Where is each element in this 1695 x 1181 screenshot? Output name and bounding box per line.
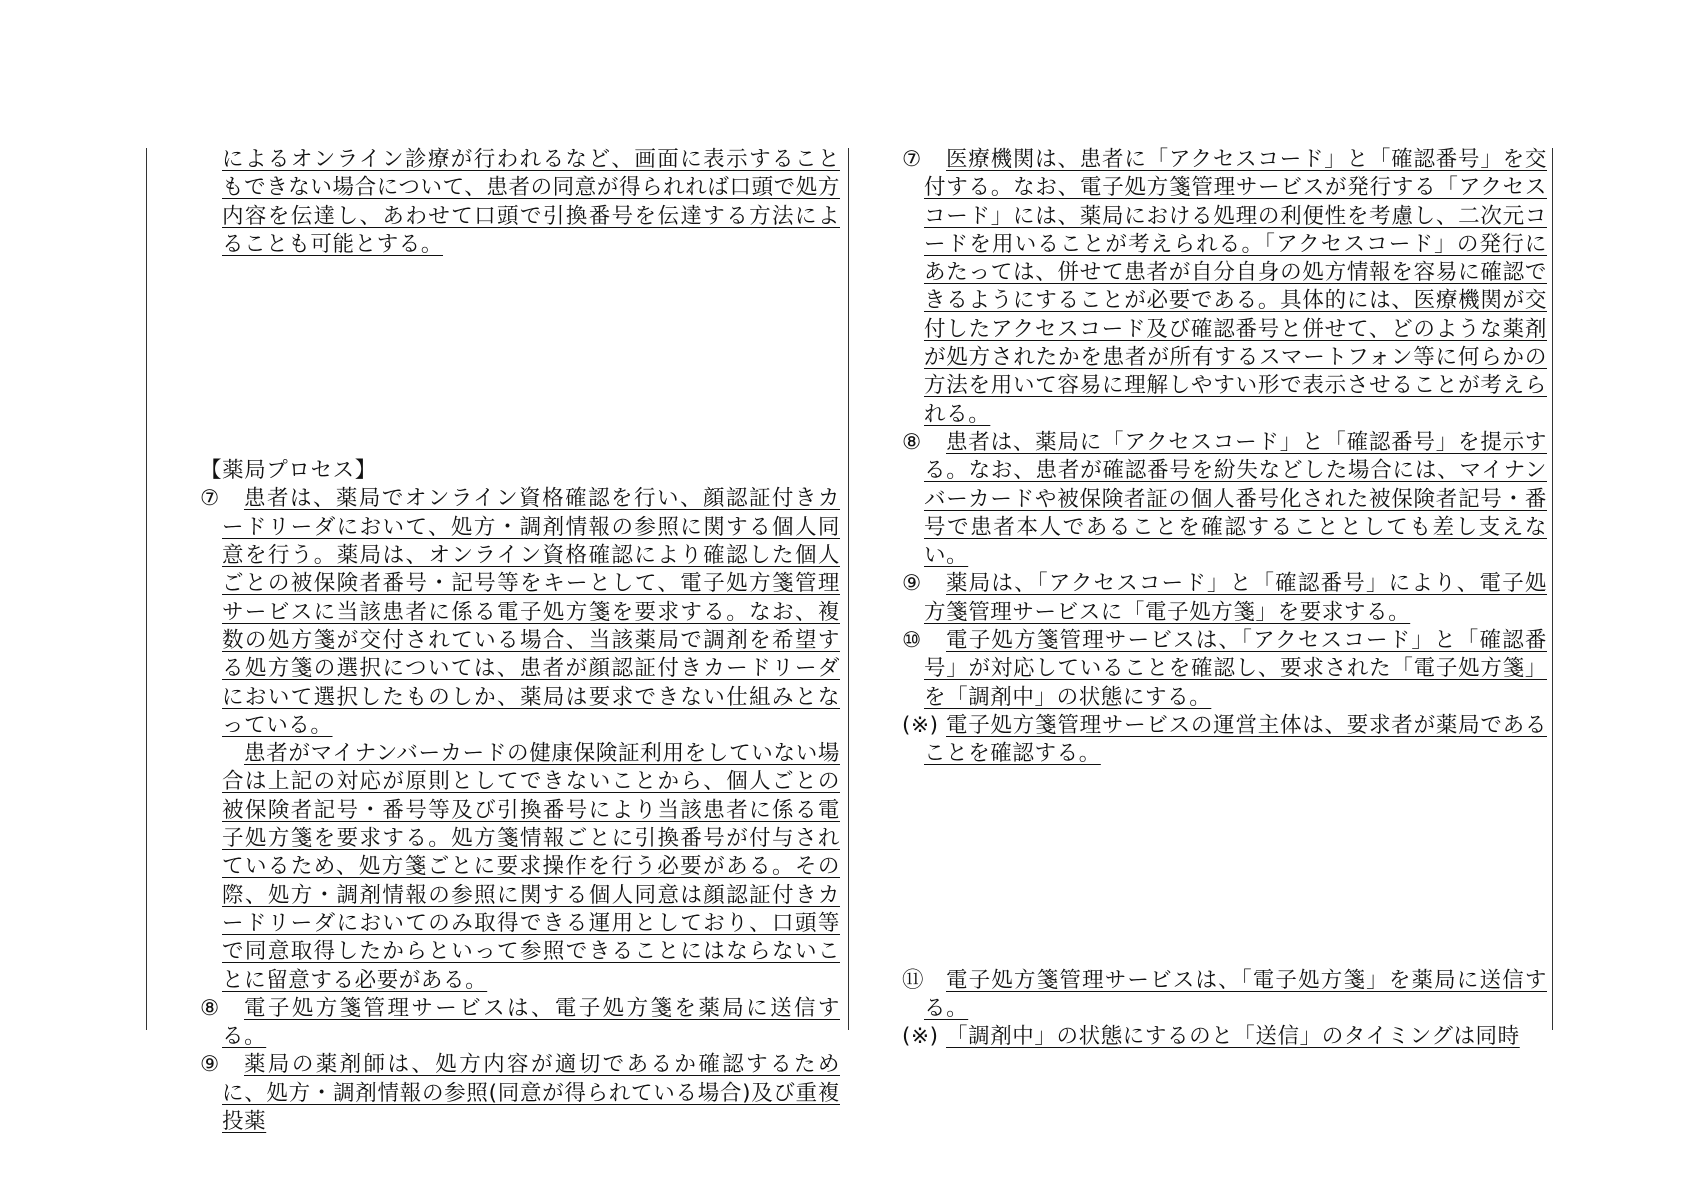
item-text: 患者がマイナンバーカードの健康保険証利用をしていない場合は上記の対応が原則としてできないことから、個人ごとの被保険者記号・番号等及び引換番号により当該患者に係る電子処方箋を要求する。処方箋情報ごとに引換番号が付与されているため、処方箋ごとに要求操作を行う必要がある。その際、処方・調剤情報の参照に関する個人同意は顔認証付きカードリーダにおいてのみ取得できる運用としており、口頭等で同意取得したからといって参照できることにはならないことに留意する必要がある。 <box>222 741 840 993</box>
item-number: ⑪ <box>902 967 925 993</box>
continuation-paragraph <box>200 146 840 259</box>
item-number: ⑩ <box>902 628 922 654</box>
note-text: 電子処方箋管理サービスの運営主体は、要求者が薬局であることを確認する。 <box>924 712 1547 767</box>
list-item <box>200 995 840 1052</box>
spacer <box>902 769 1547 967</box>
right-column <box>902 146 1547 1051</box>
left-column <box>200 146 840 1136</box>
item-number: ⑧ <box>200 995 220 1021</box>
item-text: 電子処方箋管理サービスは、電子処方箋を薬局に送信する。 <box>222 995 840 1050</box>
list-item <box>902 429 1547 570</box>
list-item <box>200 485 840 740</box>
item-number: ⑧ <box>902 429 922 455</box>
section-heading <box>200 457 840 485</box>
spacer <box>200 259 840 457</box>
middle-column-border <box>848 148 849 1030</box>
item-text: 薬局の薬剤師は、処方内容が適切であるか確認するために、処方・調剤情報の参照(同意が得られている場合)及び重複投薬 <box>222 1052 840 1135</box>
item-text: 患者は、薬局に「アクセスコード」と「確認番号」を提示する。なお、患者が確認番号を紛失などした場合には、マイナンバーカードや被保険者証の個人番号化された被保険者記号・番号で患者本人であることを確認することとしても差し支えない。 <box>924 429 1547 569</box>
note-marker: (※) <box>902 1024 939 1050</box>
list-item <box>902 627 1547 712</box>
item-text: 薬局は、「アクセスコード」と「確認番号」により、電子処方箋管理サービスに「電子処方箋」を要求する。 <box>924 571 1547 625</box>
list-item <box>902 570 1547 627</box>
item-text: 患者は、薬局でオンライン資格確認を行い、顔認証付きカードリーダにおいて、処方・調剤情報の参照に関する個人同意を行う。薬局は、オンライン資格確認により確認した個人ごとの被保険者番号・記号等をキーとして、電子処方箋管理サービスに当該患者に係る電子処方箋を要求する。なお、複数の処方箋が交付されている場合、当該薬局で調剤を希望する処方箋の選択については、患者が顔認証付きカードリーダにおいて選択したものしか、薬局は要求できない仕組みとなっている。 <box>222 486 840 738</box>
item-text: 電子処方箋管理サービスは、「アクセスコード」と「確認番号」が対応していることを確認し、要求された「電子処方箋」を「調剤中」の状態にする。 <box>924 628 1547 710</box>
paragraph-text: によるオンライン診療が行われるなど、画面に表示することもできない場合について、患者の同意が得られれば口頭で処方内容を伝達し、あわせて口頭で引換番号を伝達する方法によることも可能とする。 <box>222 147 840 257</box>
note-item <box>902 712 1547 769</box>
item-text: 医療機関は、患者に「アクセスコード」と「確認番号」を交付する。なお、電子処方箋管理サービスが発行する「アクセスコード」には、薬局における処理の利便性を考慮し、二次元コードを用いることが考えられる。「アクセスコード」の発行にあたっては、併せて患者が自分自身の処方情報を容易に確認できるようにすることが必要である。具体的には、医療機関が交付したアクセスコード及び確認番号と併せて、どのような薬剤が処方されたかを患者が所有するスマートフォン等に何らかの方法を用いて容易に理解しやすい形で表示させることが考えられる。 <box>924 147 1547 427</box>
item-number: ⑦ <box>200 486 220 512</box>
list-item <box>902 967 1547 1024</box>
item-number: ⑨ <box>902 571 922 597</box>
note-text: 「調剤中」の状態にするのと「送信」のタイミングは同時 <box>946 1024 1520 1050</box>
note-item <box>902 1023 1547 1051</box>
list-item <box>902 146 1547 429</box>
list-item <box>200 1051 840 1136</box>
item-number: ⑨ <box>200 1052 220 1078</box>
note-marker: (※) <box>902 712 939 738</box>
list-item <box>200 740 840 995</box>
item-text: 電子処方箋管理サービスは、「電子処方箋」を薬局に送信する。 <box>924 967 1547 1021</box>
item-number: ⑦ <box>902 147 922 172</box>
left-column-border <box>146 148 147 1030</box>
heading-text: 【薬局プロセス】 <box>200 458 377 484</box>
right-column-border <box>1552 148 1553 1030</box>
